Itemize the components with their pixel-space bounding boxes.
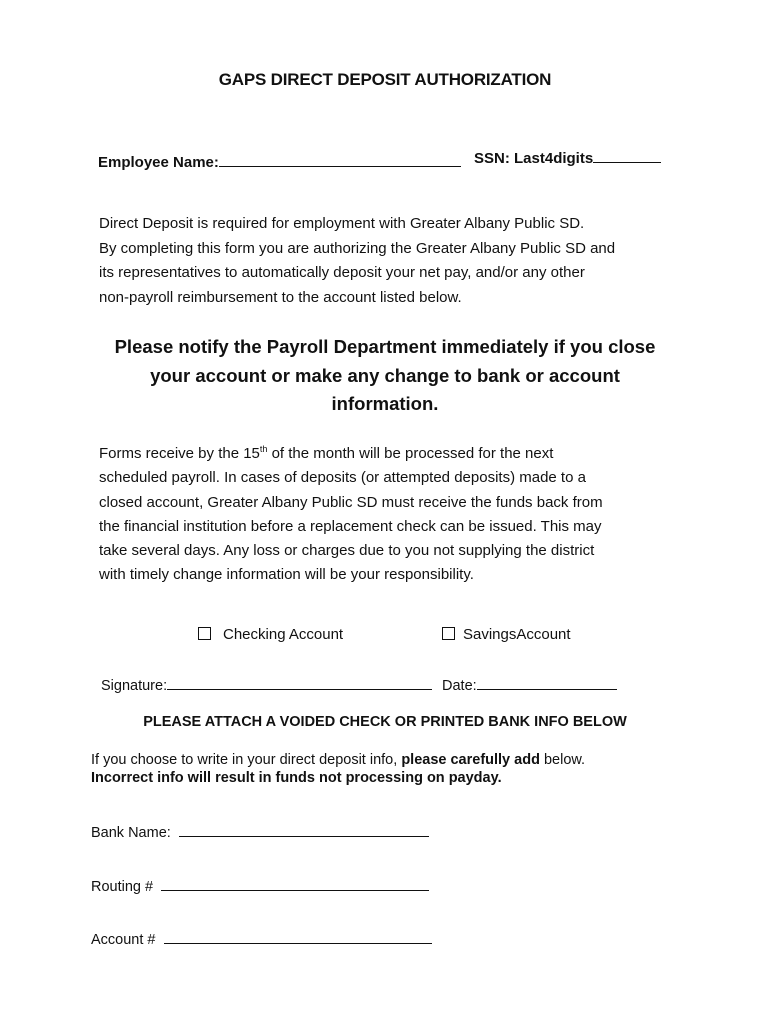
account-label: Account # (91, 932, 156, 948)
date-field[interactable] (442, 675, 617, 694)
processing-line: with timely change information will be your responsibility. (99, 566, 474, 584)
processing-line (99, 442, 719, 466)
processing-line: closed account, Greater Albany Public SD must receive the funds back from (99, 493, 603, 511)
checking-checkbox[interactable] (198, 627, 211, 640)
ssn-line[interactable] (593, 148, 661, 163)
bank-name-label: Bank Name: (91, 825, 171, 841)
bank-name-field[interactable] (91, 822, 429, 841)
processing-paragraph (99, 442, 719, 588)
instructions-text: below. (539, 752, 586, 768)
intro-line: By completing this form you are authorizing the Greater Albany Public SD and (99, 239, 616, 257)
routing-field[interactable] (91, 876, 429, 895)
savings-label: SavingsAccount (463, 626, 571, 643)
instructions (91, 751, 585, 787)
routing-line[interactable] (161, 876, 429, 891)
notice-line: Please notify the Payroll Department immediately if you close (114, 336, 656, 357)
warning-line: Incorrect info will result in funds not processing on payday. (91, 770, 502, 786)
signature-label: Signature: (101, 678, 168, 694)
employee-name-label: Employee Name: (98, 154, 219, 171)
ssn-field[interactable] (474, 148, 661, 167)
processing-text: of the month will be processed for the next (267, 445, 554, 462)
notice-line: information. (331, 393, 439, 414)
processing-line: scheduled payroll. In cases of deposits (or attempted deposits) made to a (99, 469, 586, 487)
intro-line: non-payroll reimbursement to the account listed below. (99, 288, 462, 306)
attach-heading: PLEASE ATTACH A VOIDED CHECK OR PRINTED BANK INFO BELOW (143, 714, 627, 730)
date-label: Date: (442, 678, 477, 694)
savings-checkbox[interactable] (442, 627, 455, 640)
intro-line: its representatives to automatically deposit your net pay, and/or any other (99, 264, 585, 281)
notice-line: your account or make any change to bank or account (150, 364, 620, 386)
intro-paragraph (99, 212, 719, 310)
savings-account-option[interactable] (442, 626, 571, 643)
ssn-label: SSN: Last4digits (474, 150, 594, 167)
ordinal-suffix: th (259, 444, 268, 454)
checking-label: Checking Account (223, 626, 344, 643)
date-line[interactable] (477, 675, 617, 690)
instructions-line (91, 751, 585, 769)
instructions-emphasis: please carefully add (401, 752, 540, 768)
employee-name-field[interactable] (98, 152, 461, 171)
payroll-notice (0, 333, 770, 419)
routing-label: Routing # (91, 879, 154, 895)
account-field[interactable] (91, 929, 432, 948)
processing-line: take several days. Any loss or charges due to you not supplying the district (99, 542, 595, 560)
form-title: GAPS DIRECT DEPOSIT AUTHORIZATION (218, 70, 552, 89)
account-line[interactable] (164, 929, 432, 944)
processing-line: the financial institution before a replacement check can be issued. This may (99, 517, 602, 535)
intro-line: Direct Deposit is required for employment with Greater Albany Public SD. (99, 215, 585, 232)
signature-field[interactable] (101, 675, 432, 694)
processing-text: Forms receive by the 15 (99, 445, 260, 462)
employee-name-line[interactable] (219, 152, 461, 167)
checking-account-option[interactable] (198, 626, 343, 643)
signature-line[interactable] (167, 675, 432, 690)
instructions-text: If you choose to write in your direct deposit info, (91, 752, 402, 768)
bank-name-line[interactable] (179, 822, 429, 837)
